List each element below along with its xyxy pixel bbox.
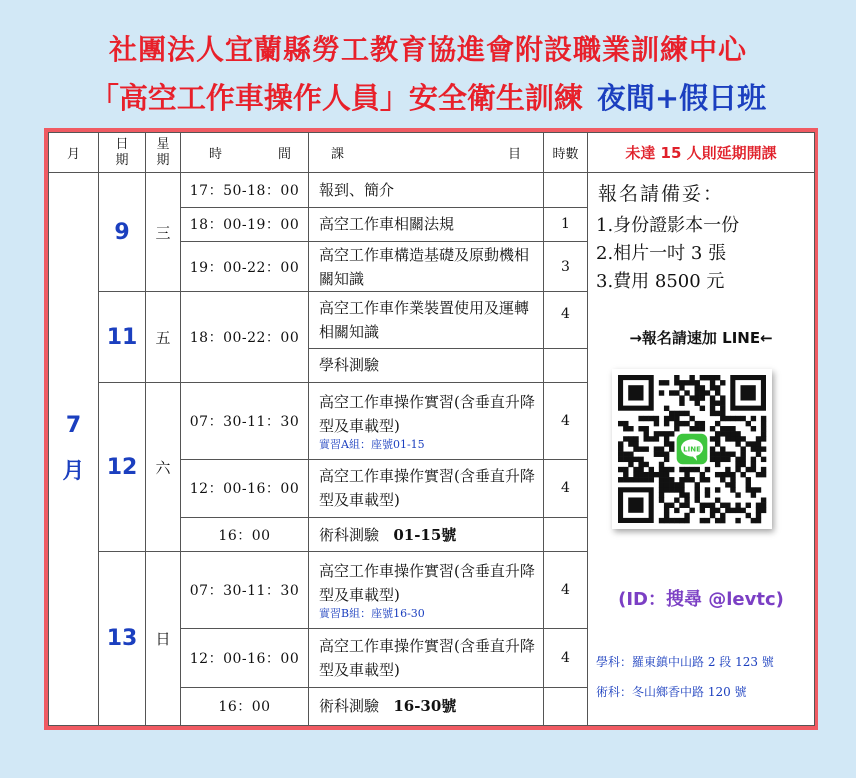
time-cell: 17：50-18：00 [181, 173, 309, 207]
hours-cell: 3 [544, 241, 588, 291]
requirement-item: 1.身份證影本一份 [596, 215, 740, 237]
subject-cell: 術科測驗 16-30號 [309, 687, 544, 725]
subject-cell: 高空工作車操作實習(含垂直升降型及車載型) [309, 459, 544, 517]
course-name: 「高空工作車操作人員」安全衛生訓練 [89, 81, 583, 115]
month-cell: 7 月 [49, 173, 99, 726]
date-cell: 9 [99, 173, 146, 292]
requirement-item: 2.相片一吋 3 張 [596, 243, 727, 265]
subject-cell: 術科測驗 01-15號 [309, 518, 544, 552]
subject-cell: 報到、簡介 [309, 173, 544, 207]
time-cell: 07：30-11：30 [181, 383, 309, 460]
practice-group-note: 實習A組：座號01-15 [319, 437, 425, 451]
line-id: (ID：搜尋 @levtc) [618, 589, 784, 611]
line-logo-icon [677, 434, 708, 465]
subject-cell: 高空工作車操作實習(含垂直升降型及車載型) [309, 629, 544, 687]
hours-cell: 4 [544, 459, 588, 517]
subject-cell: 學科測驗 [309, 348, 544, 382]
hours-cell: 4 [544, 383, 588, 460]
schedule-frame [44, 128, 818, 730]
practice-address: 術科：冬山鄉香中路 120 號 [596, 685, 747, 700]
time-cell: 19：00-22：00 [181, 241, 309, 291]
weekday-cell: 五 [146, 292, 181, 383]
subject-cell: 高空工作車操作實習(含垂直升降型及車載型) 實習B組：座號16-30 [309, 552, 544, 629]
time-cell: 12：00-16：00 [181, 459, 309, 517]
org-title: 社團法人宜蘭縣勞工教育協進會附設職業訓練中心 [108, 33, 747, 66]
hours-cell: 4 [544, 552, 588, 629]
date-cell: 11 [99, 292, 146, 383]
course-title [0, 76, 856, 117]
date-cell: 12 [99, 383, 146, 552]
date-cell: 13 [99, 552, 146, 726]
weekday-header: 星期 [146, 133, 181, 173]
time-cell: 18：00-22：00 [181, 292, 309, 383]
subject-cell: 高空工作車相關法規 [309, 207, 544, 241]
subject-cell: 高空工作車構造基礎及原動機相關知識 [309, 241, 544, 291]
time-header: 時 間 [181, 133, 309, 173]
hours-cell [544, 173, 588, 207]
time-cell: 16：00 [181, 687, 309, 725]
subject-cell: 高空工作車操作實習(含垂直升降型及車載型) 實習A組：座號01-15 [309, 383, 544, 460]
notice-badge: 未達 15 人則延期開課 [588, 133, 815, 173]
table-header-row [49, 133, 815, 173]
practice-group-note: 實習B組：座號16-30 [319, 607, 425, 621]
month-header: 月 [49, 133, 99, 173]
seat-range: 01-15號 [393, 525, 457, 544]
hours-cell: 1 [544, 207, 588, 241]
hours-cell: 4 [544, 292, 588, 348]
qr-code[interactable] [612, 369, 772, 529]
hours-cell [544, 518, 588, 552]
subject-header: 課 目 [309, 133, 544, 173]
seat-range: 16-30號 [393, 697, 457, 716]
qr-code-image [612, 369, 772, 529]
sidebar-info [588, 173, 815, 726]
time-cell: 16：00 [181, 518, 309, 552]
subject-cell: 高空工作車作業裝置使用及運轉相關知識 [309, 292, 544, 348]
hours-cell [544, 348, 588, 382]
weekday-cell: 六 [146, 383, 181, 552]
hours-cell: 4 [544, 629, 588, 687]
time-cell: 12：00-16：00 [181, 629, 309, 687]
requirement-item: 3.費用 8500 元 [596, 271, 725, 293]
hours-cell [544, 687, 588, 725]
theory-address: 學科：羅東鎮中山路 2 段 123 號 [596, 655, 774, 670]
time-cell: 18：00-19：00 [181, 207, 309, 241]
class-type: 夜間+假日班 [596, 81, 767, 115]
time-cell: 07：30-11：30 [181, 552, 309, 629]
svg-text:LINE: LINE [683, 445, 701, 454]
schedule-table [48, 132, 815, 726]
requirements-title: 報名請備妥： [598, 183, 725, 206]
line-cta: →報名請速加 LINE← [629, 329, 773, 348]
weekday-cell: 日 [146, 552, 181, 726]
weekday-cell: 三 [146, 173, 181, 292]
table-row [49, 173, 815, 207]
hours-header: 時數 [544, 133, 588, 173]
date-header: 日期 [99, 133, 146, 173]
